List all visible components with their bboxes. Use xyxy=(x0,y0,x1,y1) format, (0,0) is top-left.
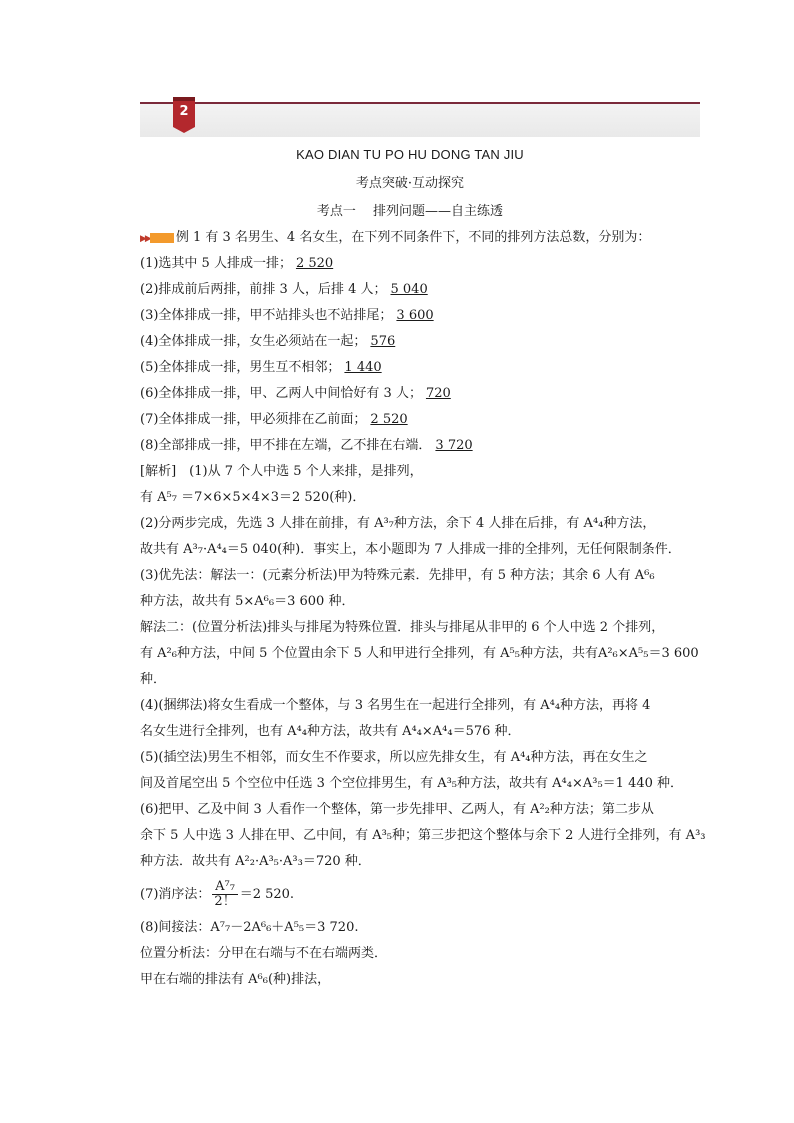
document-body xyxy=(140,225,706,993)
solution-line: 间及首尾空出 5 个空位中任选 3 个空位排男生，有 A³₅种方法，故共有 A⁴₄×A³₅＝1 440 种． xyxy=(140,776,684,791)
example-item: (8)全部排成一排，甲不排在左端，乙不排在右端． 3 720 xyxy=(140,433,685,459)
answer: 5 040 xyxy=(390,282,428,297)
solution-line: (3)优先法：解法一：(元素分析法)甲为特殊元素．先排甲，有 5 种方法；其余 6 人有 A⁶₆ xyxy=(140,568,655,583)
answer: 3 600 xyxy=(396,308,434,323)
fraction: $\frac{\text{A⁷₇}}{2!}$ xyxy=(214,879,236,909)
answer: 3 720 xyxy=(435,438,473,453)
answer: 2 520 xyxy=(370,412,408,427)
solution-line: 有 A²₆种方法，中间 5 个位置由余下 5 人和甲进行全排列，有 A⁵₅种方法，共有A²₆×A⁵₅＝3 600 xyxy=(140,646,699,661)
solution-line: (5)(插空法)男生不相邻，而女生不作要求，所以应先排女生，有 A⁴₄种方法，再在女生之 xyxy=(140,750,648,765)
example-item: (7)全体排成一排，甲必须排在乙前面； 2 520 xyxy=(140,407,685,433)
solution-line: 种方法，故共有 5×A⁶₆＝3 600 种． xyxy=(140,594,355,609)
solution-label: [解析] xyxy=(140,464,177,479)
example-item: (5)全体排成一排，男生互不相邻； 1 440 xyxy=(140,355,685,381)
page-number: 2 xyxy=(179,104,189,119)
answer: 1 440 xyxy=(344,360,382,375)
solution-line: 故共有 A³₇·A⁴₄＝5 040(种)．事实上，本小题即为 7 人排成一排的全排列，无任何限制条件． xyxy=(140,542,681,557)
solution-line: (2)分两步完成，先选 3 人排在前排，有 A³₇种方法，余下 4 人排在后排，有 A⁴₄种方法， xyxy=(140,516,656,531)
example-item: (2)排成前后两排，前排 3 人，后排 4 人； 5 040 xyxy=(140,277,685,303)
solution-line: (7)消序法： $\frac{\text{A⁷₇}}{2!}$ ＝2 520. xyxy=(140,879,295,909)
solution-line: 位置分析法：分甲在右端与不在右端两类． xyxy=(140,946,388,961)
solution-line: [解析] (1)从 7 个人中选 5 个人来排，是排列， xyxy=(140,464,423,479)
example-item: (1)选其中 5 人排成一排； 2 520 xyxy=(140,251,685,277)
double-arrow-icon: ▶▶ xyxy=(140,234,150,244)
answer: 576 xyxy=(370,334,396,349)
solution-line: (6)把甲、乙及中间 3 人看作一个整体，第一步先排甲、乙两人，有 A²₂种方法；第二步从 xyxy=(140,802,654,817)
example-item: (4)全体排成一排，女生必须站在一起； 576 xyxy=(140,329,685,355)
solution-line: (8)间接法：A⁷₇－2A⁶₆＋A⁵₅＝3 720. xyxy=(140,920,359,935)
solution-line: 种方法．故共有 A²₂·A³₅·A³₃＝720 种． xyxy=(140,854,371,869)
solution-line: 甲在右端的排法有 A⁶₆(种)排法， xyxy=(140,972,331,987)
solution-line: 名女生进行全排列，也有 A⁴₄种方法，故共有 A⁴₄×A⁴₄＝576 种． xyxy=(140,724,521,739)
answer: 2 520 xyxy=(295,256,334,271)
example-item: (6)全体排成一排，甲、乙两人中间恰好有 3 人； 720 xyxy=(140,381,685,407)
example-marker-icon xyxy=(150,233,174,243)
solution-line: 解法二：(位置分析法)排头与排尾为特殊位置．排头与排尾从非甲的 6 个人中选 2 个排列， xyxy=(140,620,665,635)
solution-line: 种． xyxy=(140,672,167,687)
solution-line: 有 A⁵₇ ＝7×6×5×4×3＝2 520(种)． xyxy=(140,490,366,505)
section-title-pinyin: KAO DIAN TU PO HU DONG TAN JIU xyxy=(296,147,524,162)
example-intro: ▶▶ 例 1 有 3 名男生、4 名女生，在下列不同条件下，不同的排列方法总数，分别为： xyxy=(140,230,651,245)
topic-heading: 考点一 排列问题——自主练透 xyxy=(316,204,504,219)
header-band xyxy=(140,103,700,137)
section-title: 考点突破·互动探究 xyxy=(355,176,465,191)
header-rule xyxy=(140,102,700,104)
solution-line: (4)(捆绑法)将女生看成一个整体，与 3 名男生在一起进行全排列，有 A⁴₄种方法，再将 4 xyxy=(140,698,651,713)
example-item: (3)全体排成一排，甲不站排头也不站排尾； 3 600 xyxy=(140,303,685,329)
answer: 720 xyxy=(425,386,451,401)
solution-line: 余下 5 人中选 3 人排在甲、乙中间，有 A³₅种；第三步把这个整体与余下 2 人进行全排列，有 A³₃ xyxy=(140,828,706,843)
